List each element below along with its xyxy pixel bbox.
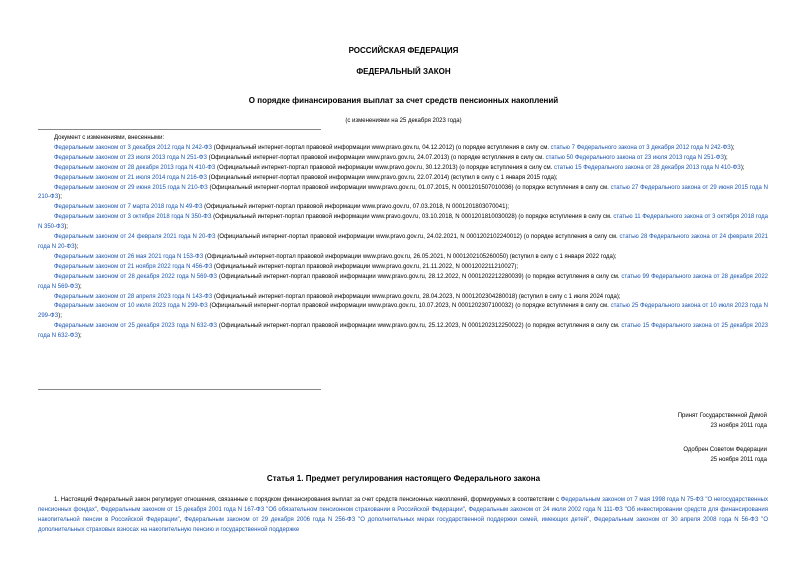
change-article-link[interactable]: статью 27 Федерального закона от 29 июня 2015 года N 210-ФЗ: [38, 184, 768, 201]
change-item: [38, 253, 768, 263]
change-text: (Официальный интернет-портал правовой информации www.pravo.gov.ru, 25.12.2023, N 0001202312250022) (о порядке вступления в силу см.: [217, 323, 622, 330]
change-law-link[interactable]: Федеральным законом от 21 июля 2014 года N 216-ФЗ: [54, 174, 207, 181]
change-item: [38, 263, 768, 273]
change-law-link[interactable]: Федеральным законом от 10 июля 2023 года N 299-ФЗ: [54, 303, 208, 310]
council-line1: Одобрен Советом Федерации: [683, 447, 767, 453]
change-law-link[interactable]: Федеральным законом от 26 мая 2021 года N 153-ФЗ: [54, 253, 204, 260]
changes-intro: Документ с изменениями, внесенными:: [54, 135, 165, 141]
change-tail: );: [64, 224, 68, 231]
bottom-divider: [38, 389, 321, 390]
change-item: [38, 293, 768, 303]
article1-title: Статья 1. Предмет регулирования настоящего Федерального закона: [266, 474, 541, 483]
change-tail: );: [724, 154, 728, 161]
change-tail: );: [77, 333, 82, 340]
change-law-link[interactable]: Федеральным законом от 28 декабря 2013 года N 410-ФЗ: [54, 164, 216, 171]
law-type-heading: ФЕДЕРАЛЬНЫЙ ЗАКОН: [356, 67, 451, 76]
p1-link1[interactable]: Федеральным законом от 7 мая 1998 года N 75-ФЗ "О негосударственных пенсионных фондах": [38, 497, 768, 513]
p1-text3: ,: [464, 507, 469, 513]
top-divider: [38, 129, 321, 130]
change-text: (Официальный интернет-портал правовой информации www.pravo.gov.ru, 26.05.2021, N 0001202105260050) (вступил в силу с 1 января 2022 года);: [203, 253, 617, 260]
change-article-link[interactable]: статью 28 Федерального закона от 24 февраля 2021 года N 20-ФЗ: [38, 234, 768, 250]
change-item: [38, 184, 768, 204]
change-text: (Официальный интернет-портал правовой информации www.pravo.gov.ru, 21.11.2022, N 0001202211210027);: [212, 263, 519, 270]
country-heading: РОССИЙСКАЯ ФЕДЕРАЦИЯ: [348, 46, 459, 55]
law-title: О порядке финансирования выплат за счет средств пенсионных накоплений: [248, 96, 559, 105]
change-article-link[interactable]: статью 15 Федерального закона от 28 декабря 2013 года N 410-ФЗ: [554, 164, 741, 171]
changes-items: [38, 144, 768, 342]
edition-note: (с изменениями на 25 декабря 2023 года): [345, 118, 462, 124]
change-tail: );: [740, 164, 745, 171]
change-law-link[interactable]: Федеральным законом от 25 декабря 2023 года N 632-ФЗ: [54, 323, 217, 330]
change-tail: );: [58, 313, 62, 320]
p1-text4: ,: [179, 517, 185, 523]
change-item: [38, 203, 768, 213]
council-approval: [683, 445, 767, 465]
changes-list: [38, 134, 768, 342]
change-law-link[interactable]: Федеральным законом от 29 июня 2015 года N 210-ФЗ: [54, 184, 208, 191]
p1-link3[interactable]: Федеральным законом от 24 июля 2002 года N 111-ФЗ "Об инвестировании средств для финансирования накопительной пенсии в Российской Федерации": [38, 507, 768, 523]
change-item: [38, 322, 768, 342]
change-item: [38, 174, 768, 184]
change-article-link[interactable]: статью 11 Федерального закона от 3 октября 2018 года N 350-ФЗ: [38, 214, 769, 231]
change-text: (Официальный интернет-портал правовой информации www.pravo.gov.ru, 07.03.2018, N 0001201803070041);: [202, 204, 510, 211]
change-item: [38, 302, 768, 322]
change-text: (Официальный интернет-портал правовой информации www.pravo.gov.ru, 04.12.2012) (о порядке вступления в силу см.: [212, 144, 551, 151]
change-law-link[interactable]: Федеральным законом от 3 декабря 2012 года N 242-ФЗ: [54, 144, 213, 151]
change-article-link[interactable]: статью 7 Федерального закона от 3 декабря 2012 года N 242-ФЗ: [550, 144, 731, 151]
change-item: [38, 154, 768, 164]
change-article-link[interactable]: статью 15 Федерального закона от 25 декабря 2023 года N 632-ФЗ: [38, 323, 768, 340]
change-law-link[interactable]: Федеральным законом от 28 декабря 2022 года N 569-ФЗ: [54, 273, 217, 280]
change-law-link[interactable]: Федеральным законом от 24 февраля 2021 года N 20-ФЗ: [54, 234, 216, 241]
change-text: (Официальный интернет-портал правовой информации www.pravo.gov.ru, 10.07.2023, N 0001202307100032) (о порядке вступления в силу см.: [207, 303, 611, 310]
p1-link2[interactable]: Федеральным законом от 15 декабря 2001 года N 167-ФЗ "Об обязательном пенсионном страховании в Российской Федерации": [100, 507, 465, 513]
change-tail: );: [74, 243, 79, 250]
change-item: [38, 213, 768, 233]
p1-link5[interactable]: Федеральным законом от 30 апреля 2008 года N 56-ФЗ "О дополнительных страховых взносах на накопительную пенсию и государственной поддержке: [38, 517, 768, 533]
change-text: (Официальный интернет-портал правовой информации www.pravo.gov.ru, 03.10.2018, N 0001201810030028) (о порядке вступления в силу см.: [211, 214, 614, 221]
change-text: (Официальный интернет-портал правовой информации www.pravo.gov.ru, 24.02.2021, N 0001202102240012) (о порядке вступления в силу см.: [215, 234, 620, 241]
article1-paragraph1: [38, 495, 768, 535]
change-article-link[interactable]: статью 99 Федерального закона от 28 декабря 2022 года N 569-ФЗ: [38, 273, 768, 290]
change-law-link[interactable]: Федеральным законом от 28 апреля 2023 года N 143-ФЗ: [54, 293, 213, 300]
p1-text1: 1. Настоящий Федеральный закон регулирует отношения, связанные с порядком финансирования выплат за счет средств пенсионных накоплений, формируемых в соответствии с: [54, 497, 561, 503]
change-article-link[interactable]: статью 25 Федерального закона от 10 июля 2023 года N 299-ФЗ: [38, 303, 768, 320]
p1-text5: ,: [589, 517, 594, 523]
change-text: (Официальный интернет-портал правовой информации www.pravo.gov.ru, 28.12.2022, N 0001202212280039) (о порядке вступления в силу см.: [217, 273, 622, 280]
change-text: (Официальный интернет-портал правовой информации www.pravo.gov.ru, 30.12.2013) (о порядке вступления в силу см.: [215, 164, 554, 171]
duma-line1: Принят Государственной Думой: [677, 413, 767, 419]
change-law-link[interactable]: Федеральным законом от 7 марта 2018 года N 49-ФЗ: [54, 204, 203, 211]
change-item: [38, 164, 768, 174]
duma-acceptance: [678, 411, 767, 431]
council-line2: 25 ноября 2011 года: [710, 457, 767, 463]
change-text: (Официальный интернет-портал правовой информации www.pravo.gov.ru, 22.07.2014) (вступил в силу с 1 января 2015 года);: [206, 174, 558, 181]
p1-link4[interactable]: Федеральным законом от 29 декабря 2006 года N 256-ФЗ "О дополнительных мерах государственной поддержки семей, имеющих детей": [184, 517, 590, 523]
change-item: [38, 144, 768, 154]
change-item: [38, 233, 768, 253]
change-text: (Официальный интернет-портал правовой информации www.pravo.gov.ru, 28.04.2023, N 0001202304280018) (вступил в силу с 1 июля 2024 года);: [212, 293, 621, 300]
change-law-link[interactable]: Федеральным законом от 21 ноября 2022 года N 456-ФЗ: [54, 263, 213, 270]
change-tail: );: [730, 144, 735, 151]
change-tail: );: [77, 283, 82, 290]
p1-text2: ,: [97, 507, 101, 513]
change-article-link[interactable]: статью 50 Федерального закона от 23 июля 2013 года N 251-ФЗ: [545, 154, 724, 161]
change-law-link[interactable]: Федеральным законом от 3 октября 2018 года N 350-ФЗ: [54, 214, 212, 221]
change-tail: );: [58, 194, 62, 201]
change-law-link[interactable]: Федеральным законом от 23 июля 2013 года N 251-ФЗ: [54, 154, 207, 161]
change-text: (Официальный интернет-портал правовой информации www.pravo.gov.ru, 24.07.2013) (о порядке вступления в силу см.: [206, 154, 546, 161]
change-text: (Официальный интернет-портал правовой информации www.pravo.gov.ru, 01.07.2015, N 0001201507010036) (о порядке вступления в силу см.: [207, 184, 611, 191]
duma-line2: 23 ноября 2011 года: [710, 423, 767, 429]
change-item: [38, 273, 768, 293]
